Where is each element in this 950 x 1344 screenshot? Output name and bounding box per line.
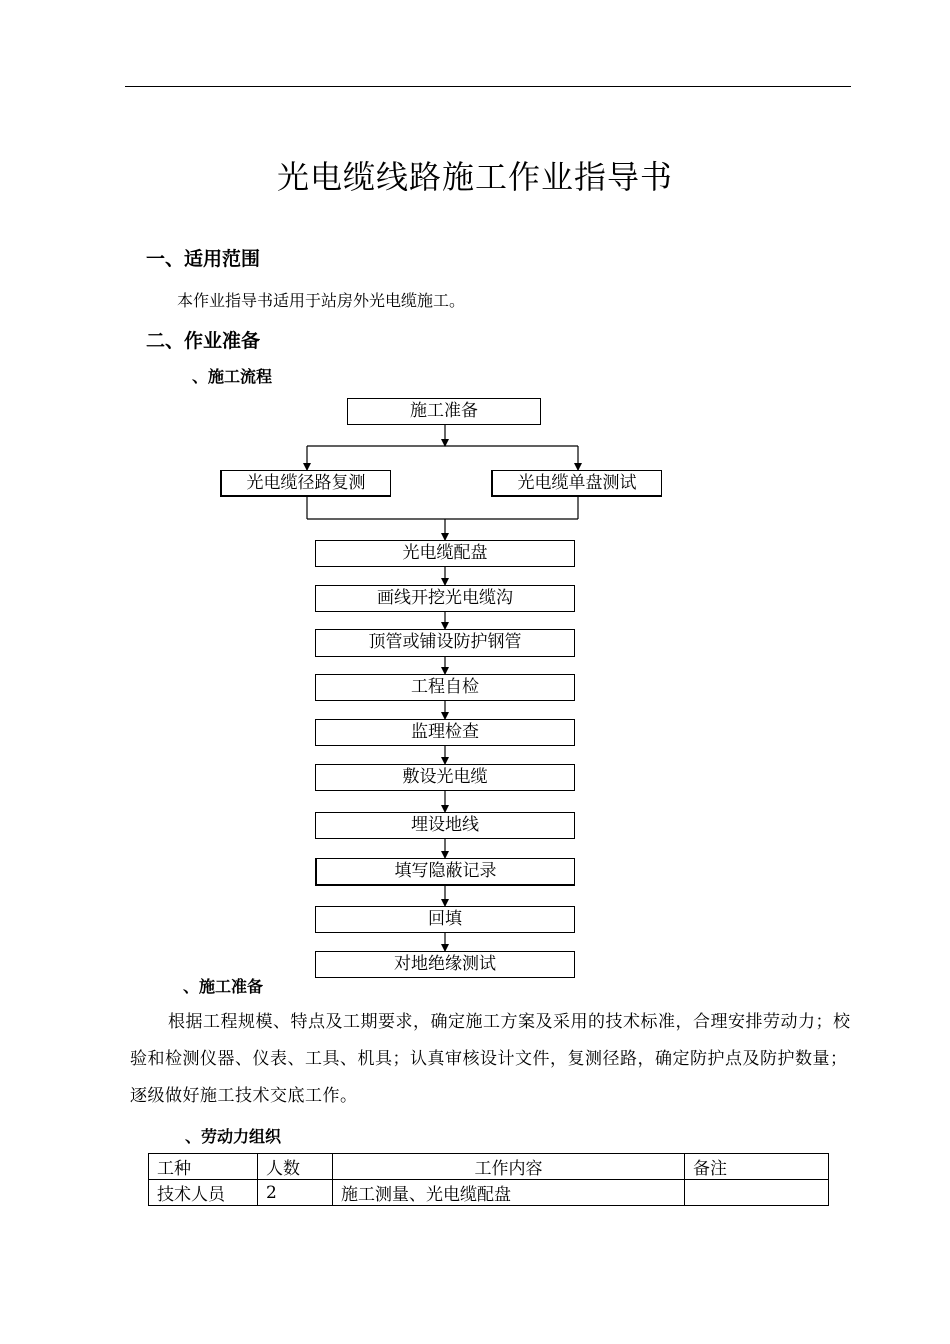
flow-box-reel-test: 光电缆单盘测试 (491, 470, 662, 497)
table-header-cell: 工种 (149, 1154, 258, 1180)
section-heading-scope: 一、适用范围 (146, 248, 261, 270)
table-header-row (149, 1154, 829, 1180)
flow-step: 画线开挖光电缆沟 (315, 585, 575, 612)
section-heading-preparation: 二、作业准备 (146, 330, 261, 352)
scope-text: 本作业指导书适用于站房外光电缆施工。 (177, 291, 466, 310)
flow-step: 填写隐蔽记录 (315, 858, 575, 886)
preparation-paragraph: 根据工程规模、特点及工期要求，确定施工方案及采用的技术标准，合理安排劳动力；校验和检测仪器、仪表、工具、机具；认真审核设计文件，复测径路，确定防护点及防护数量；逐级做好施工技术交底工作。 (130, 1012, 851, 1106)
table-header-cell: 备注 (685, 1154, 829, 1180)
table-header-cell: 工作内容 (333, 1154, 685, 1180)
flow-step: 对地绝缘测试 (315, 951, 575, 978)
subheading-labor: 、劳动力组织 (185, 1127, 282, 1146)
flow-step: 敷设光电缆 (315, 764, 575, 791)
labor-table (148, 1153, 829, 1206)
subheading-construction-flow: 、施工流程 (192, 367, 273, 386)
table-header-cell: 人数 (258, 1154, 333, 1180)
flow-step: 监理检查 (315, 719, 575, 746)
table-row (149, 1180, 829, 1206)
table-cell: 2 (258, 1180, 333, 1206)
document-title: 光电缆线路施工作业指导书 (276, 158, 673, 196)
flow-box-start: 施工准备 (347, 398, 541, 425)
flow-step: 光电缆配盘 (315, 540, 575, 567)
subheading-preparation: 、施工准备 (183, 977, 264, 996)
flow-step: 顶管或铺设防护钢管 (315, 629, 575, 657)
table-cell: 施工测量、光电缆配盘 (333, 1180, 685, 1206)
table-cell (685, 1180, 829, 1206)
flow-step: 回填 (315, 906, 575, 933)
flow-box-route-survey: 光电缆径路复测 (220, 470, 391, 497)
flow-step: 埋设地线 (315, 812, 575, 839)
table-cell: 技术人员 (149, 1180, 258, 1206)
flow-step: 工程自检 (315, 674, 575, 701)
